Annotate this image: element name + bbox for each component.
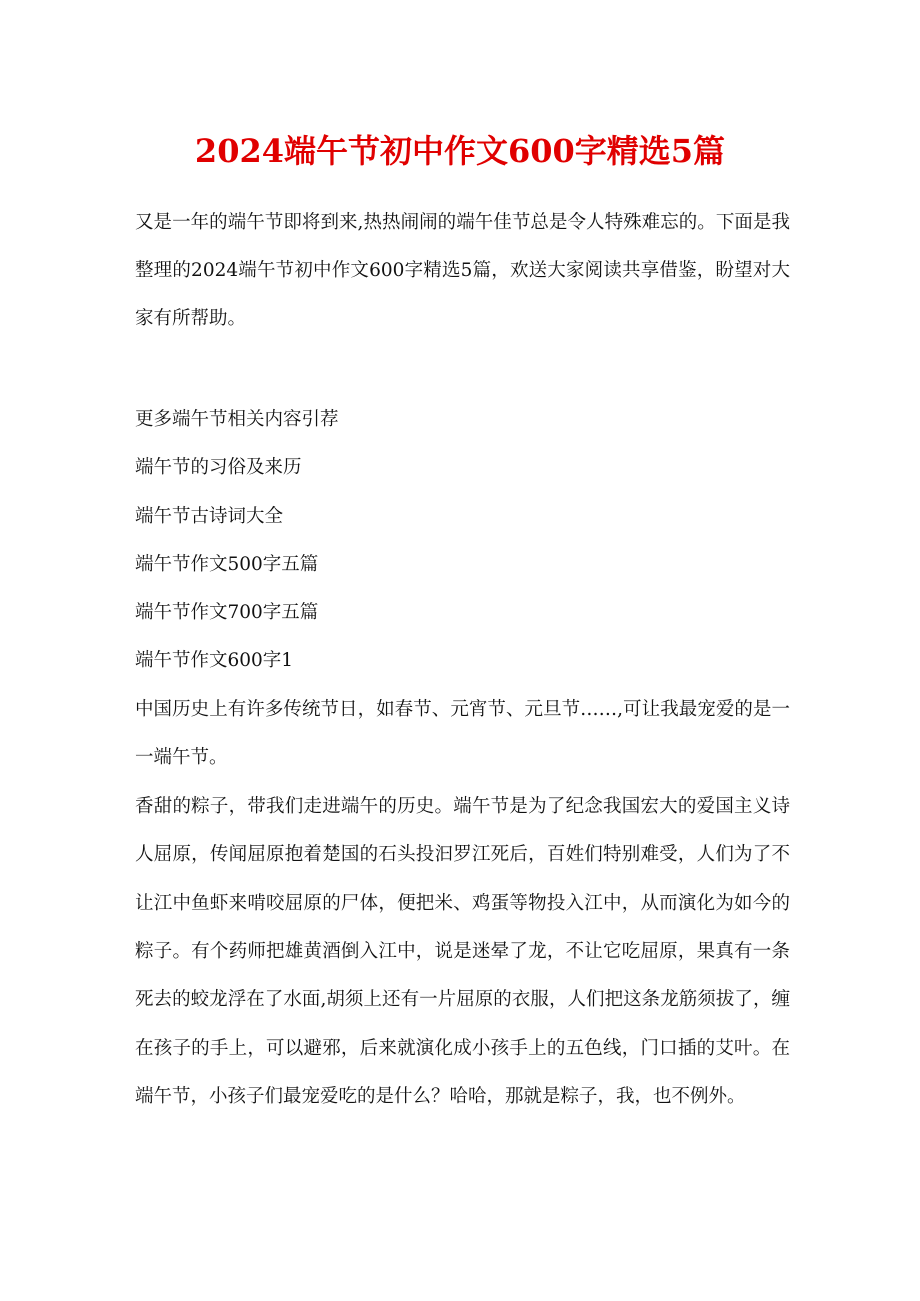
related-link[interactable]: 端午节作文500字五篇	[135, 553, 319, 575]
related-link[interactable]: 端午节作文700字五篇	[135, 602, 319, 624]
related-link[interactable]: 端午节古诗词大全	[135, 505, 284, 527]
essay-body	[135, 686, 790, 1122]
related-links-list	[135, 396, 790, 686]
related-link[interactable]: 端午节的习俗及来历	[135, 457, 302, 479]
essay-paragraph: 中国历史上有许多传统节日，如春节、元宵节、元旦节……,可让我最宠爱的是一一端午节。	[135, 699, 790, 769]
essay-paragraph: 香甜的粽子，带我们走进端午的历史。端午节是为了纪念我国宏大的爱国主义诗人屈原，传闻屈原抱着楚国的石头投汩罗江死后，百姓们特别难受，人们为了不让江中鱼虾来啃咬屈原的尸体，便把米、鸡蛋等物投入江中，从而演化为如今的粽子。有个药师把雄黄酒倒入江中，说是迷晕了龙，不让它吃屈原，果真有一条死去的蛟龙浮在了水面,胡须上还有一片屈原的衣服，人们把这条龙筋须拔了，缠在孩子的手上，可以避邪，后来就演化成小孩手上的五色线，门口插的艾叶。在端午节，小孩子们最宠爱吃的是什么？哈哈，那就是粽子，我，也不例外。	[135, 795, 790, 1108]
document-title: 2024端午节初中作文600字精选5篇	[194, 132, 726, 170]
intro-paragraph: 又是一年的端午节即将到来,热热闹闹的端午佳节总是令人特殊难忘的。下面是我整理的2024端午节初中作文600字精选5篇，欢送大家阅读共享借鉴，盼望对大家有所帮助。	[135, 212, 790, 329]
section-heading: 端午节作文600字1	[135, 650, 294, 672]
related-link[interactable]: 更多端午节相关内容引荐	[135, 409, 339, 430]
